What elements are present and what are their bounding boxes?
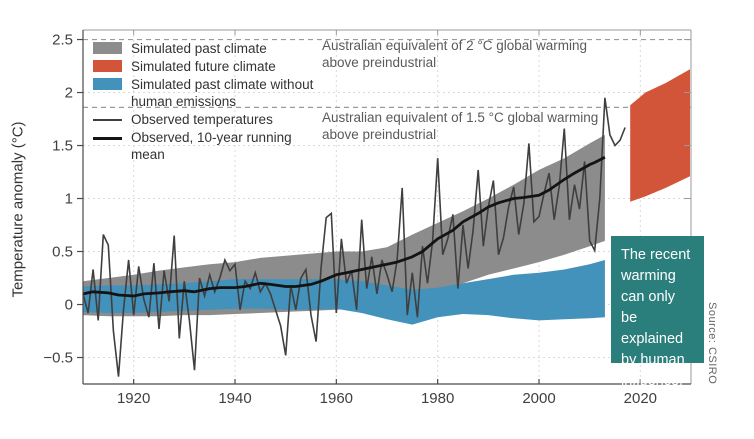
legend-label: Observed temperatures bbox=[131, 112, 273, 127]
y-tick-label: 0.5 bbox=[52, 243, 73, 261]
y-tick-label: 0 bbox=[64, 296, 73, 314]
legend-item bbox=[93, 111, 323, 128]
x-tick-label: 2000 bbox=[522, 390, 556, 407]
threshold-label-2c: Australian equivalent of 2 °C global warming above preindustrial bbox=[322, 38, 588, 70]
legend-item bbox=[93, 40, 323, 57]
legend-label: Simulated past climate without human emissions bbox=[131, 77, 314, 109]
legend-swatch-0 bbox=[93, 42, 122, 54]
legend-swatch-3 bbox=[93, 119, 122, 121]
legend-item bbox=[93, 76, 323, 110]
legend-label: Observed, 10-year running mean bbox=[131, 130, 292, 162]
x-tick-label: 1920 bbox=[116, 390, 151, 407]
legend-label: Simulated future climate bbox=[131, 59, 276, 74]
legend bbox=[93, 40, 323, 164]
y-tick-label: 1.5 bbox=[52, 137, 73, 155]
band-simulated-future-climate bbox=[630, 69, 690, 202]
x-tick-label: 1980 bbox=[420, 390, 455, 407]
y-tick-label: 2.5 bbox=[52, 31, 73, 49]
y-tick-label: 2 bbox=[64, 84, 73, 102]
legend-item bbox=[93, 129, 323, 163]
y-tick-label: 1 bbox=[64, 190, 73, 208]
legend-item bbox=[93, 58, 323, 75]
x-tick-label: 1940 bbox=[218, 390, 252, 407]
legend-swatch-1 bbox=[93, 60, 122, 72]
legend-swatch-4 bbox=[93, 137, 122, 140]
y-axis-label: Temperature anomaly (°C) bbox=[9, 121, 27, 298]
source-credit: Source: CSIRO bbox=[706, 302, 718, 385]
y-tick-label: −0.5 bbox=[43, 349, 73, 367]
x-tick-label: 2020 bbox=[623, 390, 658, 407]
callout-box: The recent warming can only be explained by human influence. bbox=[611, 236, 704, 363]
legend-label: Simulated past climate bbox=[131, 41, 267, 56]
legend-swatch-2 bbox=[93, 78, 122, 90]
x-tick-label: 1960 bbox=[319, 390, 354, 407]
threshold-label-1-5c: Australian equivalent of 1.5 °C global warming above preindustrial bbox=[322, 110, 599, 142]
